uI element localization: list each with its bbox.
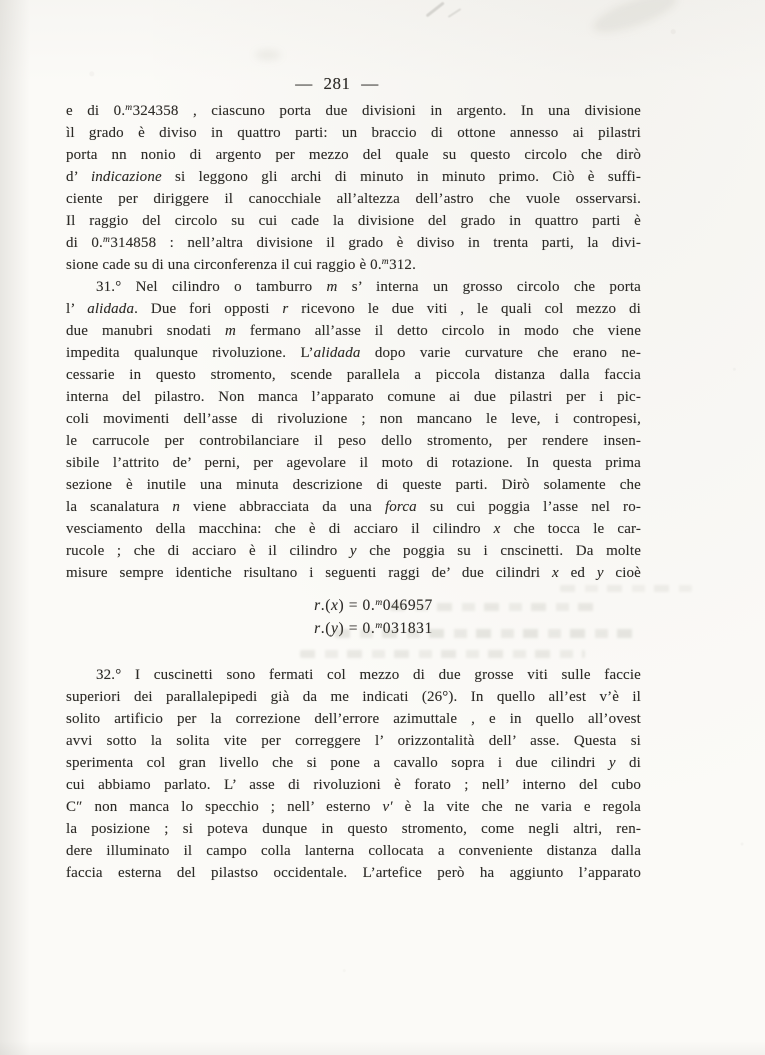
paragraph <box>66 100 641 276</box>
text-line: misure sempre identiche risultano i seguenti raggi de’ due cilindri x ed y cioè <box>66 565 641 581</box>
text-line: cessarie in questo stromento, scende parallela a piccola distanza dalla faccia <box>66 367 641 383</box>
text-line: C″ non manca lo specchio ; nell’ esterno v′ è la vite che ne varia e regola <box>66 799 641 815</box>
text-line: rucole ; che di acciaro è il cilindro y che poggia su i cnscinetti. Da molte <box>66 543 641 559</box>
text-line: le carrucole per controbilanciare il peso dello stromento, per rendere insen- <box>66 433 641 449</box>
text-line: avvi sotto la solita vite per correggere l’ orizzontalità dell’ asse. Questa si <box>66 733 641 749</box>
ink-mark <box>448 8 462 18</box>
page-number: — 281 — <box>295 74 379 93</box>
text-line: 31.° Nel cilindro o tamburro m s’ interna un grosso circolo che porta <box>96 279 641 295</box>
text-line: cui abbiamo parlato. L’ asse di rivoluzioni è forato ; nell’ interno del cubo <box>66 777 641 793</box>
paragraph <box>66 664 641 884</box>
ink-mark <box>426 1 445 17</box>
scan-edge-shadow <box>0 0 30 1055</box>
show-through-text <box>300 650 585 658</box>
show-through-text <box>560 585 692 592</box>
text-line: sione cade su di una circonferenza il cui raggio è 0.$^m$312. <box>66 257 416 273</box>
text-line: impedita qualunque rivoluzione. L’alidada dopo varie curvature che erano ne- <box>66 345 642 361</box>
text-column <box>66 100 641 884</box>
text-line: dere illuminato il campo colla lanterna collocata a conveniente distanza dalla <box>66 843 641 859</box>
text-line: sezione è inutile una minuta descrizione di queste parti. Dirò solamente che <box>66 477 641 493</box>
text-line: la posizione ; si poteva dunque in questo stromento, come negli altri, ren- <box>66 821 641 837</box>
text-line: l’ alidada. Due fori opposti r ricevono le due viti , le quali col mezzo di <box>66 301 641 317</box>
show-through-text <box>390 603 595 611</box>
scan-bottom-shadow <box>0 1041 765 1055</box>
show-through-text <box>335 629 635 638</box>
text-line: superiori dei parallalepipedi già da me indicati (26°). In quello all’est v’è il <box>66 689 641 705</box>
text-line: Il raggio del circolo su cui cade la divisione del grado in quattro parti è <box>66 213 641 229</box>
text-line: porta nn nonio di argento per mezzo del quale su questo circolo che dirò <box>66 147 641 163</box>
text-line: interna del pilastro. Non manca l’apparato comune ai due pilastri per i pic- <box>66 389 641 405</box>
text-line: solito artificio per la correzione dell’errore azimuttale , e in quello all’ovest <box>66 711 641 727</box>
text-line: e di 0.$^m$324358 , ciascuno porta due divisioni in argento. In una divisione <box>66 103 641 119</box>
text-line: vesciamento della macchina: che è di acciaro il cilindro x che tocca le car- <box>66 521 641 537</box>
scan-smudge <box>588 0 681 41</box>
scan-smudge <box>255 50 281 60</box>
text-line: sibile l’attrito de’ perni, per agevolare il moto di rotazione. In questa prima <box>66 455 641 471</box>
text-line: di 0.$^m$314858 : nell’altra divisione il grado è diviso in trenta parti, la divi- <box>66 235 641 251</box>
text-line: coli movimenti dell’asse di rivoluzione ; non mancano le leve, i contropesi, <box>66 411 641 427</box>
text-line: ciente per diriggere il canocchiale all’altezza dell’astro che vuole osservarsi. <box>66 191 641 207</box>
formula-line: r.(y) = 0.$^m$031831 <box>314 620 433 637</box>
text-line: d’ indicazione si leggono gli archi di minuto in minuto primo. Ciò è suffi- <box>66 169 641 185</box>
text-line: la scanalatura n viene abbracciata da una forca su cui poggia l’asse nel ro- <box>66 499 641 515</box>
text-line: ìl grado è diviso in quattro parti: un braccio di ottone annesso ai pilastri <box>66 125 641 141</box>
paragraph <box>66 276 641 584</box>
text-line: sperimenta col gran livello che si pone a cavallo sopra i due cilindri y di <box>66 755 641 771</box>
text-line: faccia esterna del pilastso occidentale. L’artefice però ha aggiunto l’apparato <box>66 865 641 881</box>
text-line: 32.° I cuscinetti sono fermati col mezzo di due grosse viti sulle faccie <box>96 667 641 683</box>
text-line: due manubri snodati m fermano all’asse il detto circolo in modo che viene <box>66 323 642 339</box>
formula-line: r.(x) = 0.$^m$046957 <box>314 597 433 614</box>
